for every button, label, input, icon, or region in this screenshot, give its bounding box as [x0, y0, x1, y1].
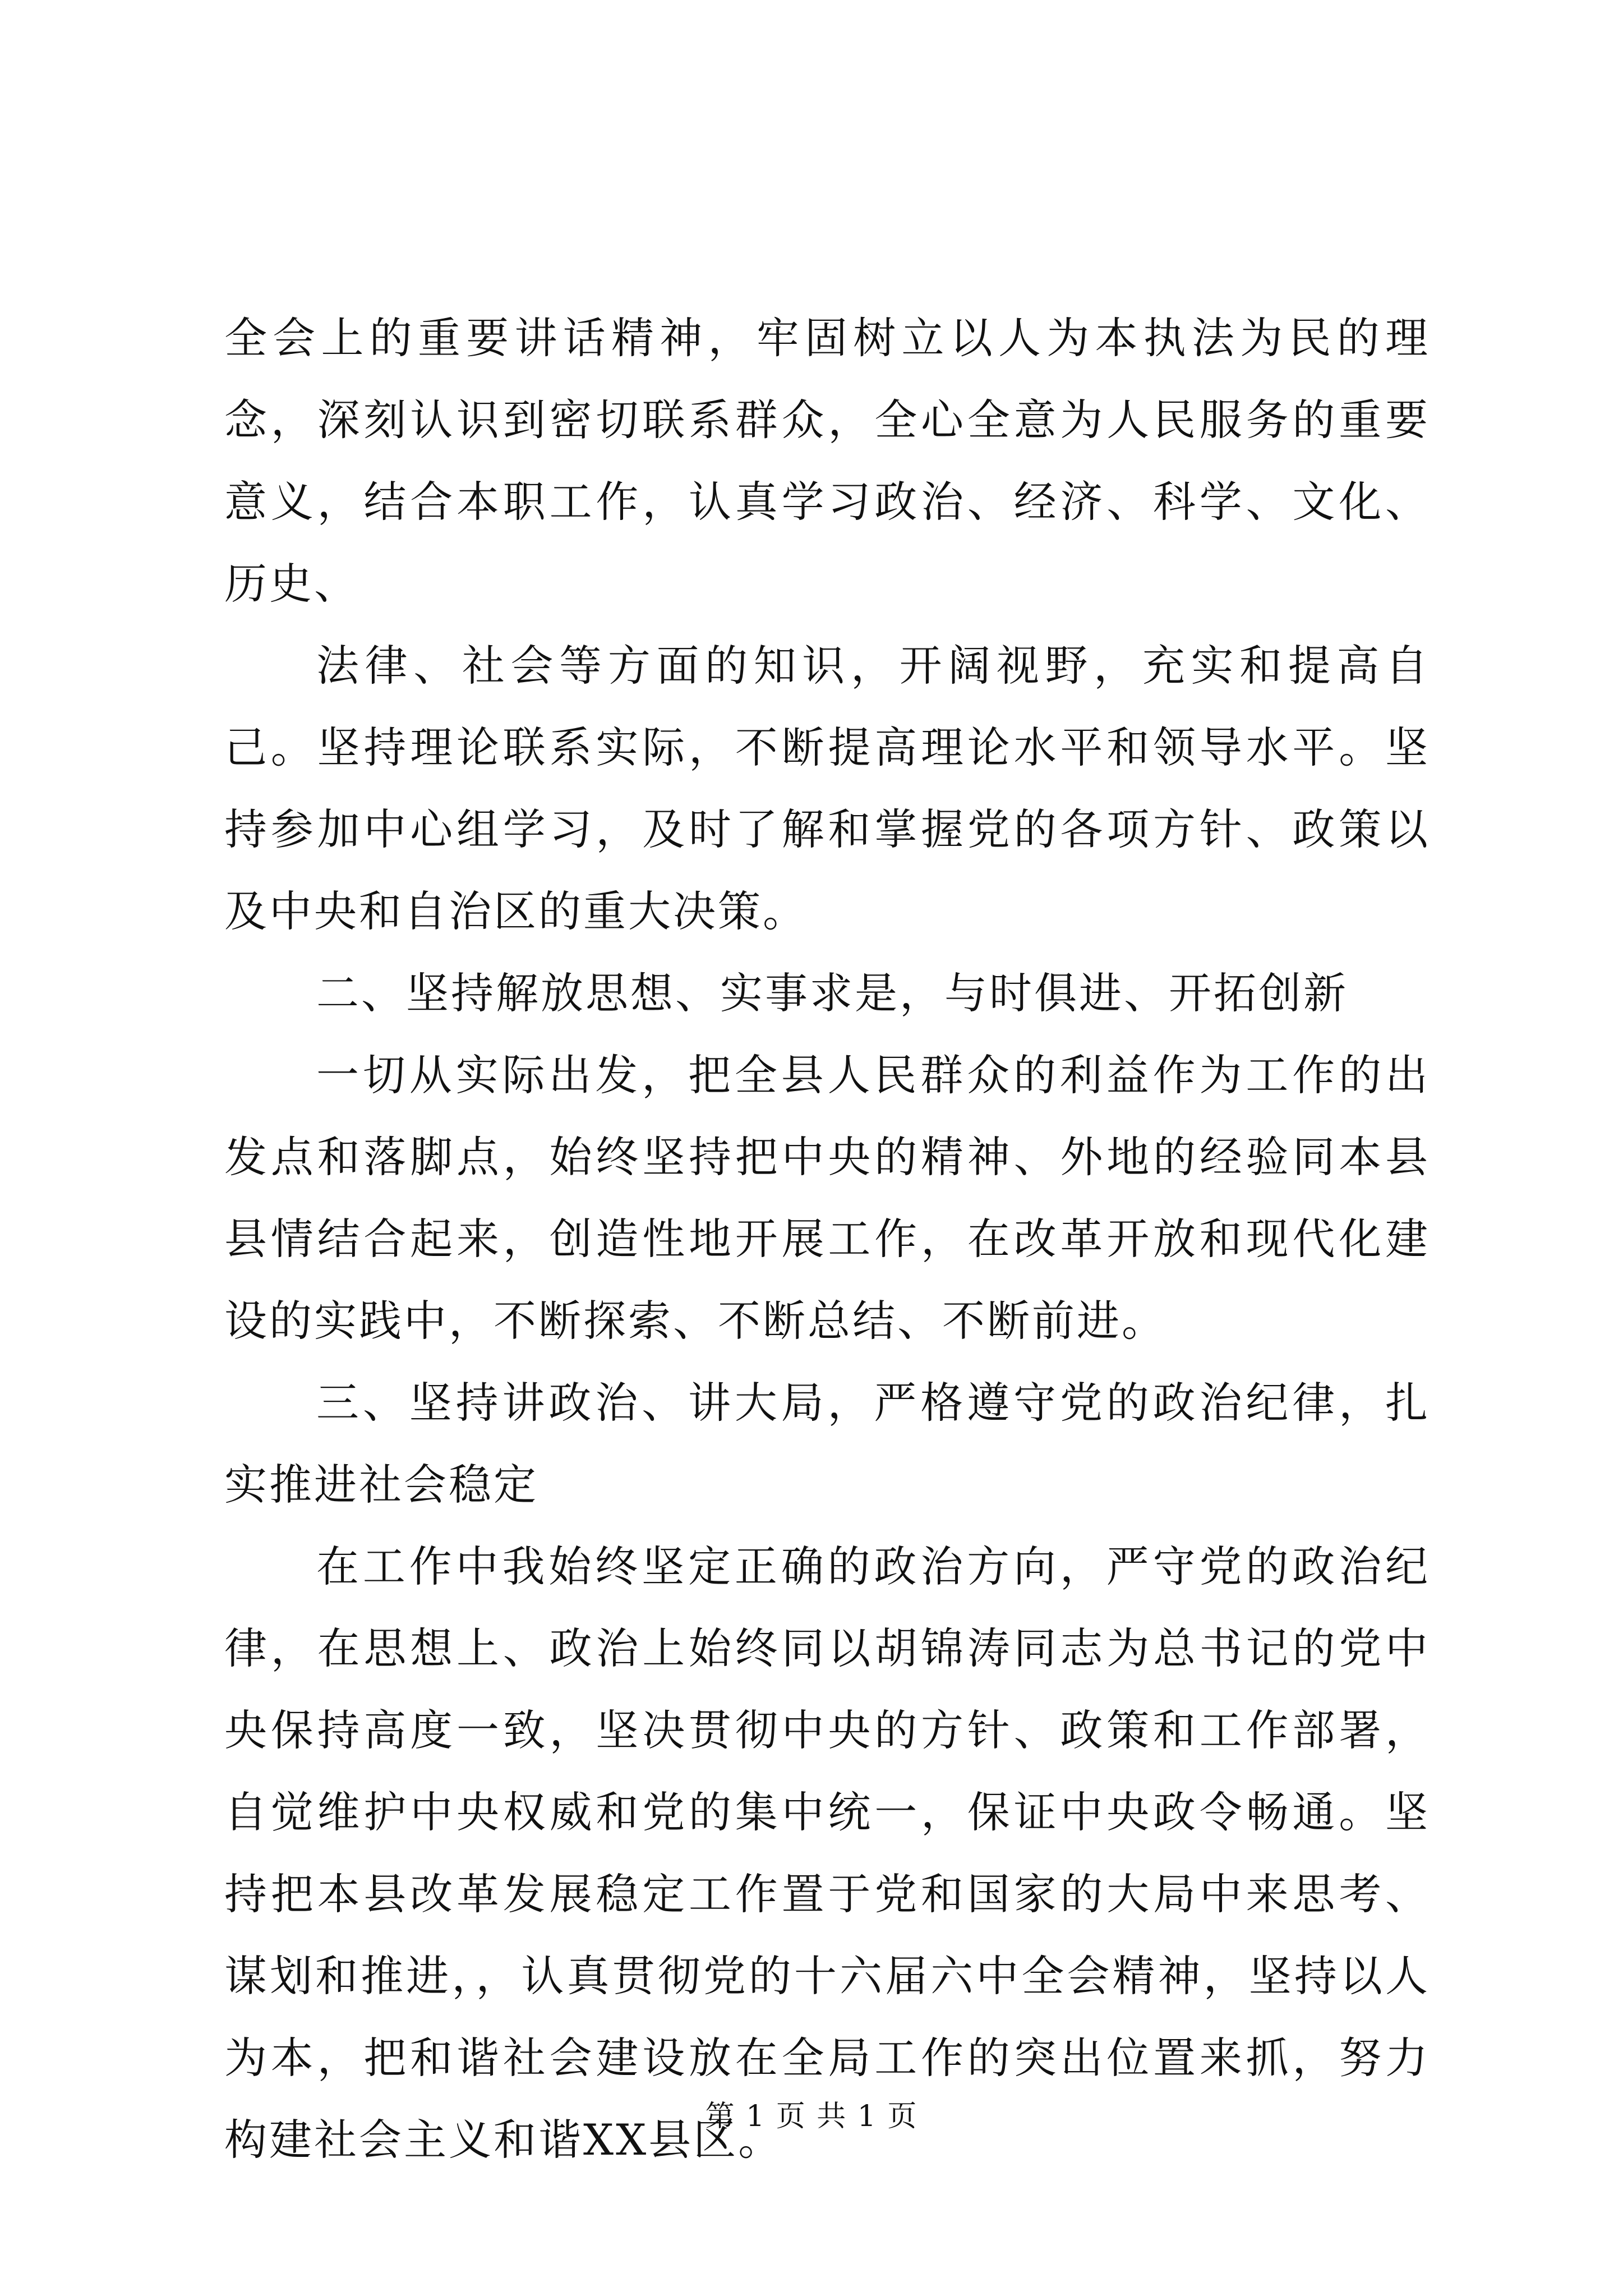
document-body: [224, 297, 1430, 2181]
paragraph-1: 全会上的重要讲话精神，牢固树立以人为本执法为民的理念，深刻认识到密切联系群众，全心全意为人民服务的重要意义，结合本职工作，认真学习政治、经济、科学、文化、历史、: [224, 313, 1430, 609]
page-footer: 第 1 页 共 1 页: [705, 2100, 918, 2133]
paragraph-2: 法律、社会等方面的知识，开阔视野，充实和提高自己。坚持理论联系实际，不断提高理论水平和领导水平。坚持参加中心组学习，及时了解和掌握党的各项方针、政策以及中央和自治区的重大决策。: [224, 641, 1430, 936]
section-heading-3: 三、坚持讲政治、讲大局，严格遵守党的政治纪律，扎实推进社会稳定: [224, 1378, 1430, 1510]
paragraph-3: 一切从实际出发，把全县人民群众的利益作为工作的出发点和落脚点，始终坚持把中央的精神、外地的经验同本县县情结合起来，创造性地开展工作，在改革开放和现代化建设的实践中，不断探索、不断总结、不断前进。: [224, 1050, 1430, 1346]
section-heading-2: 二、坚持解放思想、实事求是，与时俱进、开拓创新: [316, 968, 1348, 1018]
paragraph-4: 在工作中我始终坚定正确的政治方向，严守党的政治纪律，在思想上、政治上始终同以胡锦涛同志为总书记的党中央保持高度一致，坚决贯彻中央的方针、政策和工作部署，自觉维护中央权威和党的集中统一，保证中央政令畅通。坚持把本县改革发展稳定工作置于党和国家的大局中来思考、谋划和推进，，认真贯彻党的十六届六中全会精神，坚持以人为本，把和谐社会建设放在全局工作的突出位置来抓，努力构建社会主义和谐XX县区。: [224, 1542, 1430, 2165]
